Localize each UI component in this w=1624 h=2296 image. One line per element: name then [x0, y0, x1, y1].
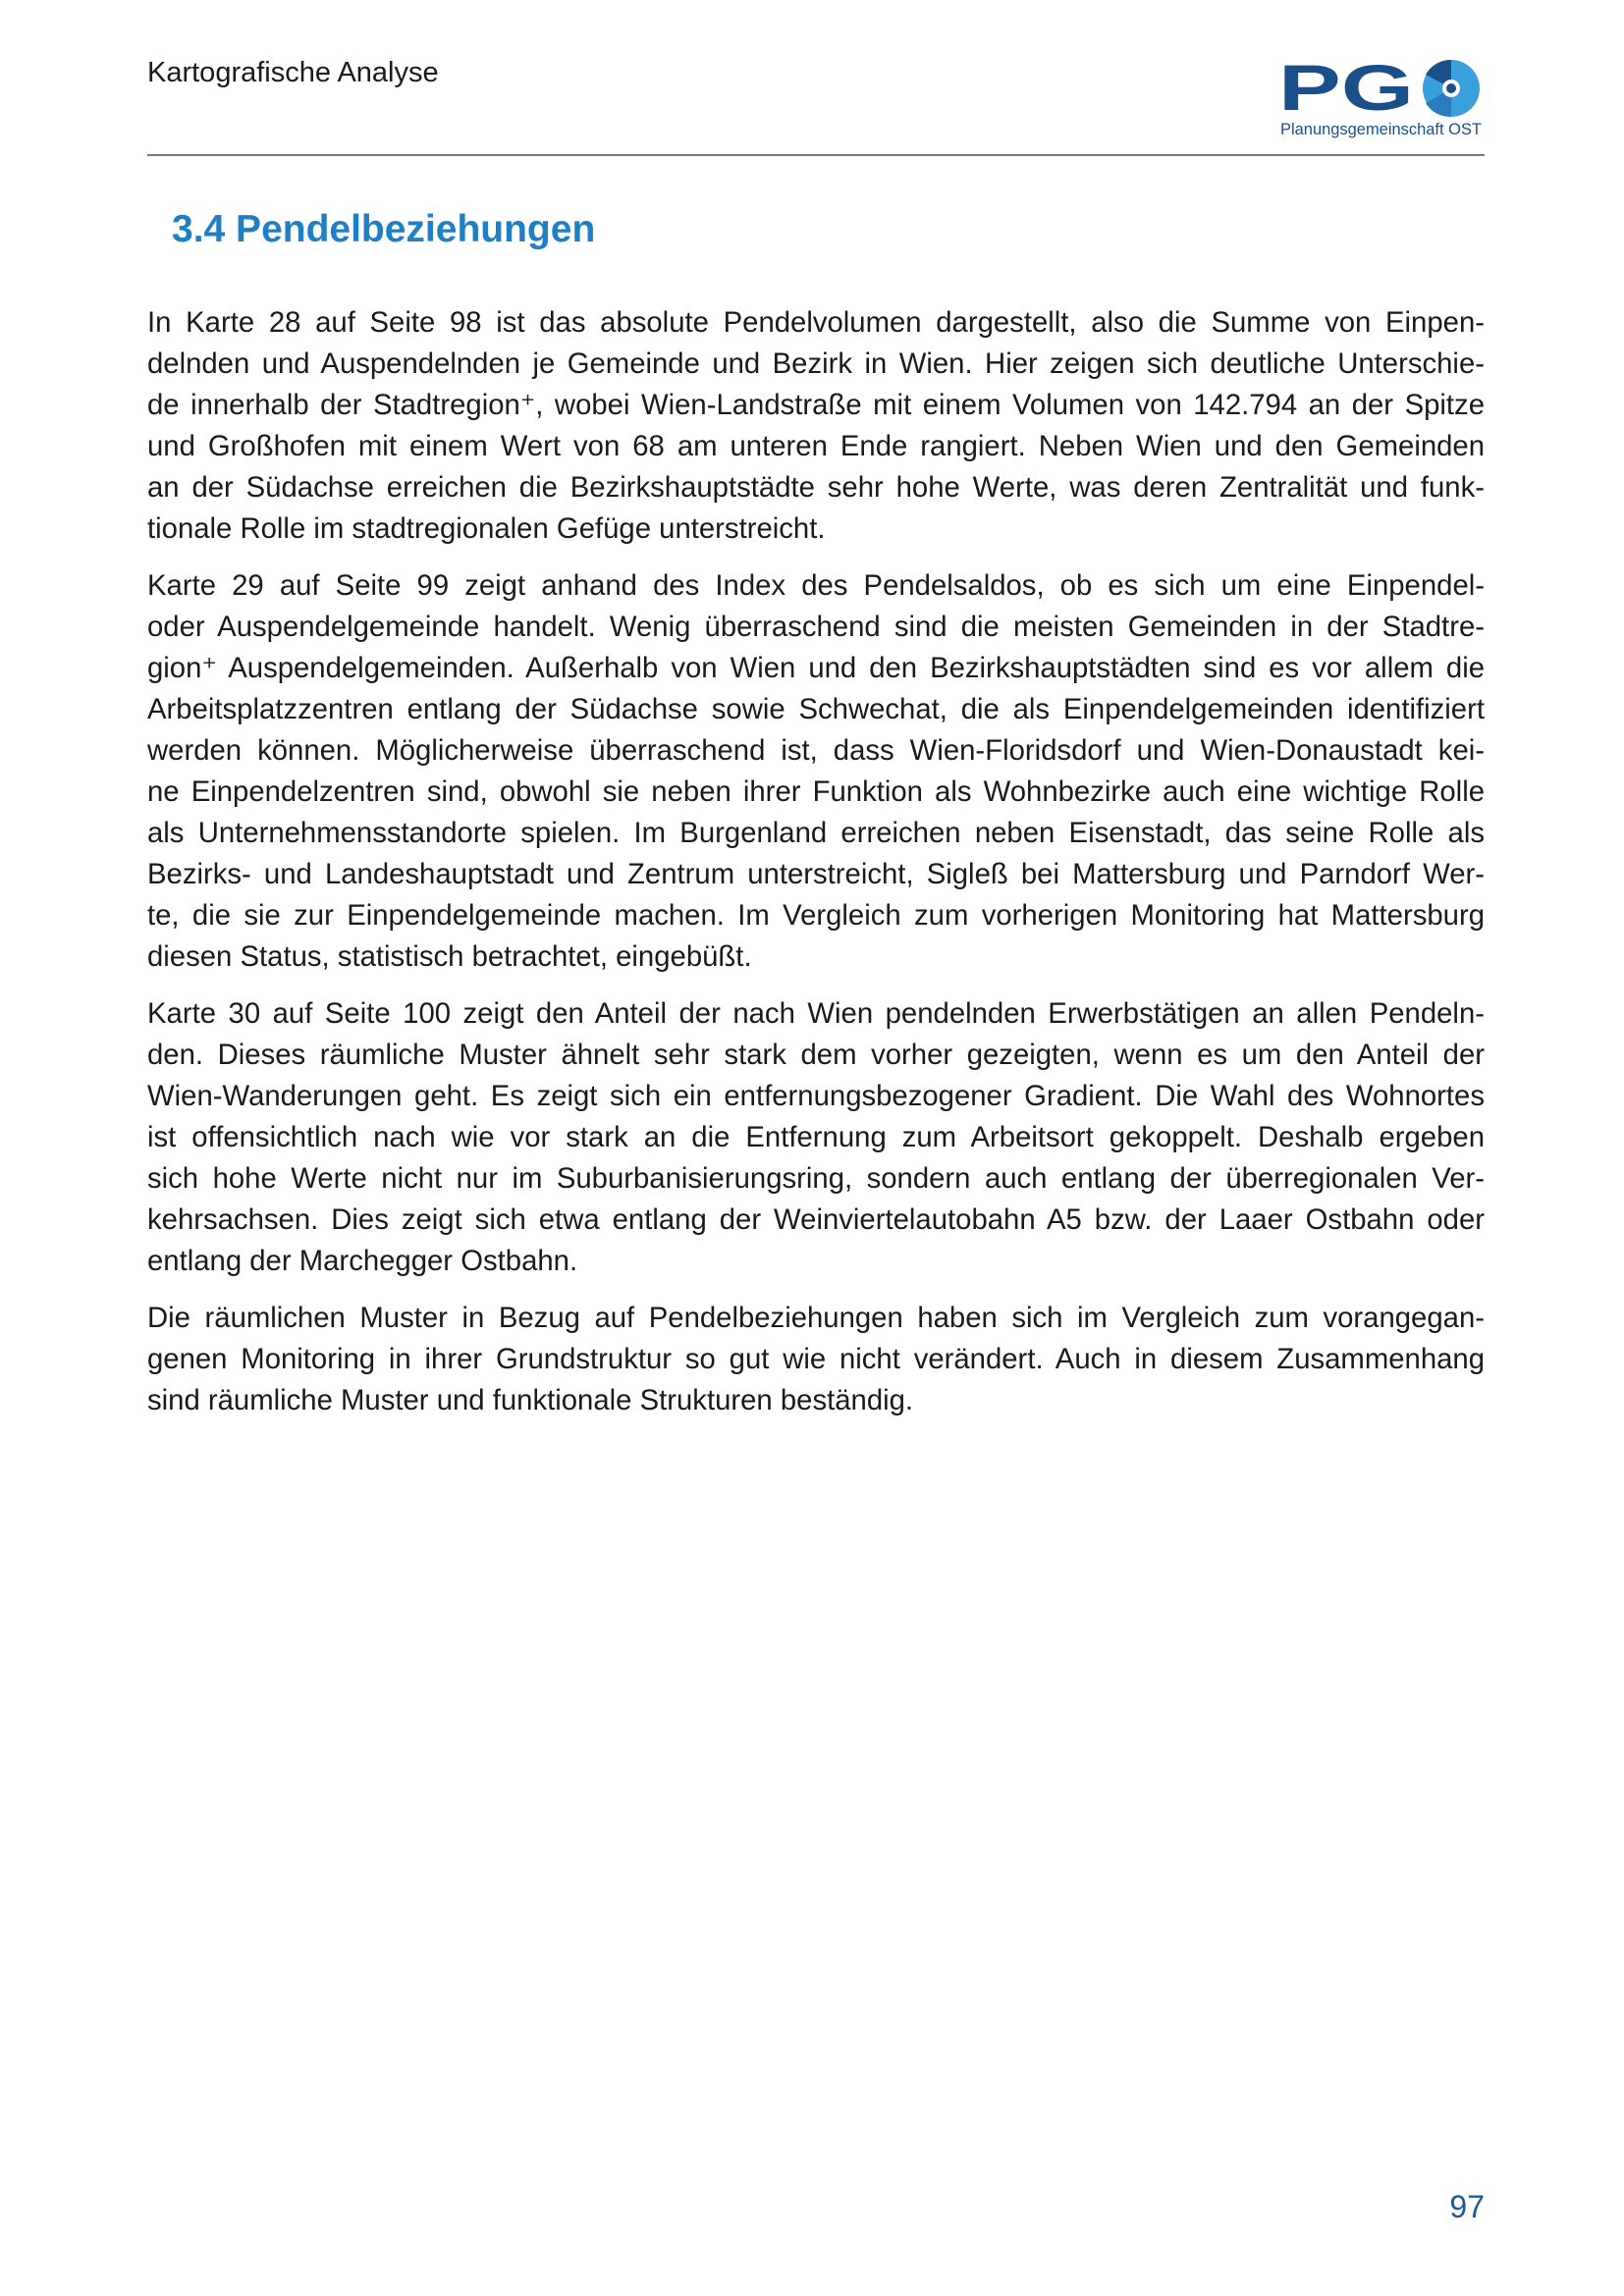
- logo-subtitle: Planungsgemeinschaft OST: [1280, 121, 1482, 138]
- text-line: te, die sie zur Einpendelgemeinde machen. Im Vergleich zum vorherigen Monitoring hat Mattersburg: [147, 899, 1485, 932]
- text-line: tionale Rolle im stadtregionalen Gefüge unterstreicht.: [147, 512, 826, 545]
- body-text: [147, 302, 1485, 1437]
- text-line: entlang der Marchegger Ostbahn.: [147, 1245, 578, 1277]
- text-line: delnden und Auspendelnden je Gemeinde und Bezirk in Wien. Hier zeigen sich deutliche Unterschie-: [147, 347, 1485, 380]
- header-divider: [147, 154, 1485, 156]
- text-line: sind räumliche Muster und funktionale Strukturen beständig.: [147, 1384, 914, 1416]
- text-line: Die räumlichen Muster in Bezug auf Pendelbeziehungen haben sich im Vergleich zum vorangegan-: [147, 1302, 1485, 1334]
- text-line: Karte 30 auf Seite 100 zeigt den Anteil der nach Wien pendelnden Erwerbstätigen an allen Pendeln-: [147, 997, 1485, 1030]
- text-line: sich hohe Werte nicht nur im Suburbanisierungsring, sondern auch entlang der überregionalen Ver-: [147, 1162, 1485, 1195]
- paragraph: [147, 302, 1485, 550]
- text-line: In Karte 28 auf Seite 98 ist das absolute Pendelvolumen dargestellt, also die Summe von Einpen-: [147, 306, 1485, 339]
- text-line: als Unternehmensstandorte spielen. Im Burgenland erreichen neben Eisenstadt, das seine Rolle als: [147, 817, 1485, 849]
- text-line: de innerhalb der Stadtregion⁺, wobei Wien-Landstraße mit einem Volumen von 142.794 an der Spitze: [147, 389, 1485, 421]
- text-line: ist offensichtlich nach wie vor stark an die Entfernung zum Arbeitsort gekoppelt. Deshalb ergeben: [147, 1121, 1485, 1153]
- section-heading: 3.4 Pendelbeziehungen: [172, 208, 596, 250]
- text-line: Karte 29 auf Seite 99 zeigt anhand des Index des Pendelsaldos, ob es sich um eine Einpendel-: [147, 569, 1485, 602]
- text-line: oder Auspendelgemeinde handelt. Wenig überraschend sind die meisten Gemeinden in der Stadtre-: [147, 611, 1485, 643]
- pgo-logo: [1278, 59, 1485, 139]
- paragraph: [147, 1298, 1485, 1421]
- text-line: genen Monitoring in ihrer Grundstruktur so gut wie nicht verändert. Auch in diesem Zusammenhang: [147, 1343, 1485, 1375]
- text-line: Wien-Wanderungen geht. Es zeigt sich ein entfernungsbezogener Gradient. Die Wahl des Wohnortes: [147, 1080, 1485, 1112]
- text-line: werden können. Möglicherweise überraschend ist, dass Wien-Floridsdorf und Wien-Donaustadt kei-: [147, 734, 1485, 767]
- svg-text:PG: PG: [1278, 59, 1414, 124]
- text-line: Arbeitsplatzzentren entlang der Südachse sowie Schwechat, die als Einpendelgemeinden identifiziert: [147, 693, 1485, 725]
- text-line: gion⁺ Auspendelgemeinden. Außerhalb von Wien und den Bezirkshauptstädten sind es vor allem die: [147, 652, 1485, 684]
- text-line: den. Dieses räumliche Muster ähnelt sehr stark dem vorher gezeigten, wenn es um den Anteil der: [147, 1039, 1485, 1071]
- page-number: 97: [1449, 2189, 1485, 2224]
- text-line: an der Südachse erreichen die Bezirkshauptstädte sehr hohe Werte, was deren Zentralität und funk-: [147, 471, 1485, 504]
- text-line: diesen Status, statistisch betrachtet, eingebüßt.: [147, 940, 752, 973]
- paragraph: [147, 993, 1485, 1282]
- paragraph: [147, 565, 1485, 978]
- text-line: kehrsachsen. Dies zeigt sich etwa entlang der Weinviertelautobahn A5 bzw. der Laaer Ostbahn oder: [147, 1203, 1485, 1236]
- text-line: und Großhofen mit einem Wert von 68 am unteren Ende rangiert. Neben Wien und den Gemeinden: [147, 430, 1485, 462]
- text-line: ne Einpendelzentren sind, obwohl sie neben ihrer Funktion als Wohnbezirke auch eine wichtige Rolle: [147, 775, 1485, 808]
- text-line: Bezirks- und Landeshauptstadt und Zentrum unterstreicht, Sigleß bei Mattersburg und Parndorf Wer-: [147, 858, 1485, 890]
- running-header-title: Kartografische Analyse: [147, 57, 439, 88]
